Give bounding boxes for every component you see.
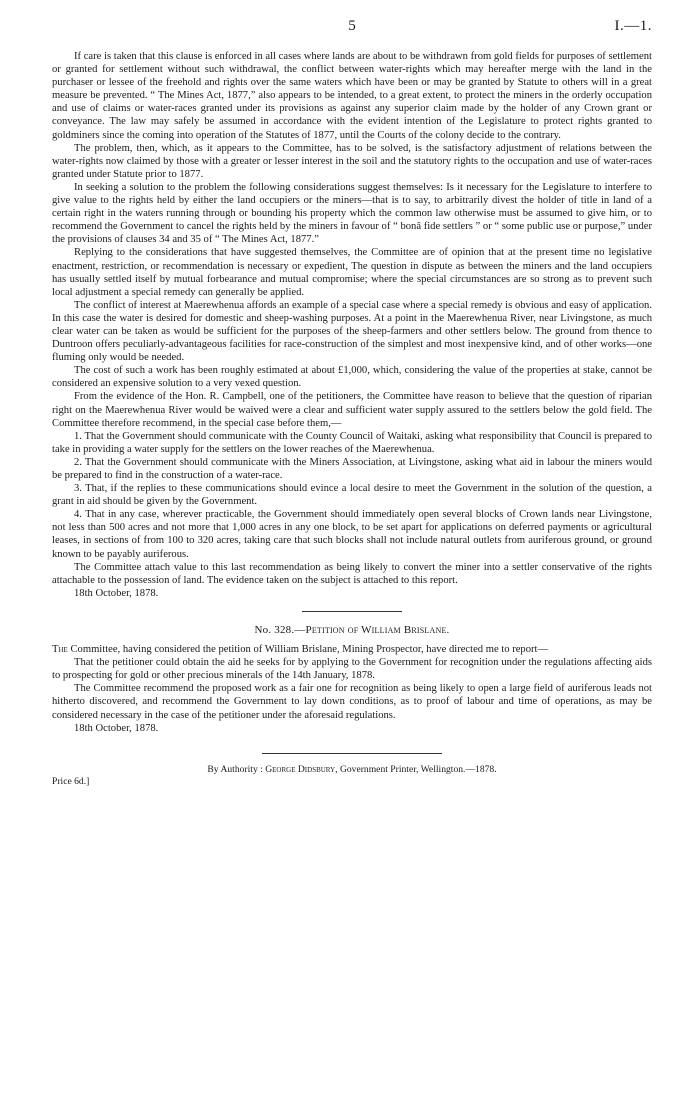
paragraph: If care is taken that this clause is enforced in all cases where lands are about to be withdrawn from gold fields for purposes of settlement or granted for settlement without such withdrawal, the conflict between water-rights which may hereafter merge with the land in the purchaser or lessee of the freehold and rights over the same waters which have been or may be granted by Statute to others will in a great measure be prevented. “ The Mines Act, 1877,” also appears to be intended, to a great extent, to protect the miners in the orderly occupation and use of claims or water-races granted under its provisions as against any superior claim made by the holder of any Crown grant or conveyance. The law may safely be assumed in accordance with the evident intention of the Legislature to protect rights granted to goldminers since the coming into operation of the Statutes of 1877, until the Courts of the colony decide to the contrary. [52,51,652,141]
petition-title: Petition of William Brislane. [305,623,450,636]
price-note: Price 6d.] [52,775,90,787]
printer-name: George Didsbury, [265,763,338,775]
recommendation-item: 1. That the Government should communicate with the County Council of Waitaki, asking what responsibility that Council is prepared to take in providing a water supply for the settlers on the lower reaches of the Maerewhenua. [52,430,652,455]
printer-authority [52,764,652,775]
paragraph: The cost of such a work has been roughly estimated at about £1,000, which, considering the value of the properties at stake, cannot be considered an expensive solution to a very vexed question. [52,365,652,390]
petition-lead-paragraph [52,643,652,656]
recommendation-item: 4. That in any case, wherever practicable, the Government should immediately open several blocks of Crown lands near Livingstone, not less than 500 acres and not more that 1,000 acres in any one block, to be set apart for applications on deferred payments or agricultural leases, in sections of from 100 to 320 acres, taking care that such blocks shall not include natural outlets from auriferous ground, or ground known to be payably auriferous. [52,509,652,560]
paragraph: In seeking a solution to the problem the following considerations suggest themselves: Is it necessary for the Legislature to interfere to give value to the rights held by either the land occupiers or the miners—that is to say, to arbitrarily divest the holder of title in land of a certain right in the waters running through or bounding his property which the common law otherwise must be assumed to give him, or to recommend the Government to cancel the rights held by the miners in favour of “ bonâ fide settlers ” or “ some public use or purpose,” under the provisions of clauses 34 and 35 of “ The Mines Act, 1877.” [52,181,652,246]
lead-text: Committee, having considered the petition of William Brislane, Mining Prospector, have directed me to report— [67,644,549,656]
petition-heading [52,624,652,637]
page-footer [52,764,652,804]
lead-word: The [52,644,68,656]
section-divider [302,611,402,612]
paragraph: The Committee recommend the proposed work as a fair one for recognition as being likely to open a large field of auriferous leads not hitherto discovered, and recommend the Government to lay down conditions, as to proof of labour and time of operations, as may be considered necessary in the case of the petitioner under the aforesaid regulations. [52,683,652,721]
report-body [52,50,652,735]
paragraph: The Committee attach value to this last recommendation as being likely to convert the miner into a settler conservative of the rights attachable to the possession of land. The evidence taken on the subject is attached to this report. [52,561,652,586]
paragraph: From the evidence of the Hon. R. Campbell, one of the petitioners, the Committee have reason to believe that the question of riparian right on the Maerewhenua River would be waived were a clear and sufficient water supply assured to the settlers below the gold field. The Committee therefore recommend, in the special case before them,— [52,391,652,429]
recommendation-item: 2. That the Government should communicate with the Miners Association, at Livingstone, asking what aid in labour the miners would be prepared to find in the construction of a water-race. [52,456,652,481]
footer-divider [262,753,442,754]
paragraph: Replying to the considerations that have suggested themselves, the Committee are of opinion that at the present time no legislative enactment, restriction, or recommendation is necessary or expedient, The question in dispute as between the miners and the land occupiers has usually settled itself by mutual forbearance and mutual compromise; where the special circumstances are so strong as to prevent such local adjustment a special remedy can generally be applied. [52,247,652,298]
document-page [52,18,652,1108]
paragraph: The conflict of interest at Maerewhenua affords an example of a special case where a special remedy is obvious and easy of application. In this case the water is desired for domestic and sheep-washing purposes. At a point in the Maerewhenua River, near Livingstone, as much clear water can be taken as would be sufficient for the purposes of the sheep-farmers and other settlers below. The ground from thence to Duntroon offers peculiarly-advantageous facilities for race-construction of the simplest and most inexpensive kind, and of other works—one fluming only would be needed. [52,299,652,364]
document-reference: I.—1. [614,18,652,34]
petition-date: 18th October, 1878. [74,722,159,734]
paragraph: That the petitioner could obtain the aid he seeks for by applying to the Government for recognition under the regulations affecting aids to prospecting for gold or other precious minerals of the 14th January, 1878. [52,657,652,682]
recommendation-item: 3. That, if the replies to these communications should evince a local desire to meet the Government in the solution of the question, a grant in aid should be given by the Government. [52,483,652,508]
authority-rest: Government Printer, Wellington.—1878. [337,763,497,775]
authority-prefix: By Authority : [207,763,266,775]
petition-number: No. 328.— [254,623,306,636]
report-date: 18th October, 1878. [74,587,159,599]
paragraph: The problem, then, which, as it appears to the Committee, has to be solved, is the satisfactory adjustment of relations between the water-rights now claimed by those with a greater or lesser interest in the soil and the statutory rights to the occupation and use of water-races granted under Statute prior to 1877. [52,142,652,180]
page-number: 5 [348,18,356,34]
page-header [52,18,652,38]
